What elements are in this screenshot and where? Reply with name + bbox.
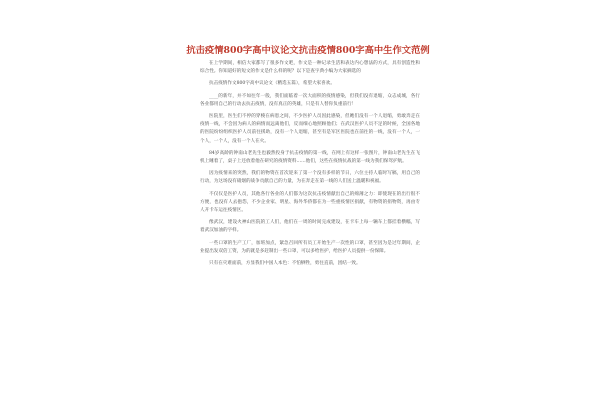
paragraph: 因为疫情来的突然，我们的物资在首次迎来了第一个没有多样的节日，六位主持人临时写稿，用自己的行动，为这场没有硝烟的战争贡献自己的力量，为在奔走在第一线的人们送上温暖和祝福。: [200, 171, 420, 185]
paragraph: 不仅仅是医护人员，其他各行各业的人们都为这次抗击疫情献出自己的绵薄之力：即使现在的出行很不方便，也没有人去抱怨，不少企业家、明星、海外华侨都在为一些重疫情区捐献，有物资的捐物资，再由专人开卡车运往疫情区。: [200, 191, 420, 214]
paragraph: 一些口罩的生产工厂，加班加点，紧急召回所有员工开始生产一次性的口罩，甚至因为是过年期间，企业提出发双倍工资，为的就是多赶制出一些口罩，可以多给医护，给医护人员提供一份保障。: [200, 240, 420, 254]
paragraph: 84岁高龄的钟南山老先生也毅然投身于抗击疫情的第一线，在网上有这样一张图片，钟南山老先生在飞机上睡着了，桌子上还放着他在研究的疫情资料……他们，这些在疫情抗战的第一线为我们保驾护航。: [200, 150, 420, 165]
document-body: [200, 60, 420, 272]
paragraph: ____的新年，并不如往年一般，我们面临着一次大面积的疫情感染，但我们没有退缩，众志成城，各行各业都用自己的行动去抗击疫情，没有真正的英雄，只是有人替你负重前行！: [200, 93, 420, 107]
paragraph: 只有在灾难面前，方显我们中国人本色：不怕牺牲，勇往直前，团结一致。: [209, 261, 361, 267]
paragraph: 抗击疫情作文800字高中议论文（精选五篇），希望大家喜欢。: [209, 81, 335, 87]
document-title: 抗击疫情800字高中议论文抗击疫情800字高中生作文范例: [186, 45, 430, 56]
paragraph: 像武汉，建设火神山医院的工人们，他们在一周的时间完成建设，在卡车上每一辆车上都挂着横幅，写着武汉加油的字样。: [200, 220, 420, 234]
paragraph: 医院里，医生们不停的穿梭在病患之间，不少医护人员因此感染，但她们没有一个人退缩，勇敢奔走在疫情一线，不会因为病人的病情而远离他们，反而细心地照顾他们；在武汉医护人员不足的时候，全国各地的医院纷纷组织医护人员前往援助，没有一个人退缩，甚至有是军区医院也在前往的一线，没有一个人，一个人，一个人，没有一个人在火。: [200, 114, 420, 144]
paragraph: 在上学期间，相信大家都写了很多作文吧，作文是一种记录生活和表达内心想法的方式，具有创造性和综合性。你知道好的短文的作文是什么样的呢？以下是查字典小编为大家摘选的: [200, 61, 420, 75]
